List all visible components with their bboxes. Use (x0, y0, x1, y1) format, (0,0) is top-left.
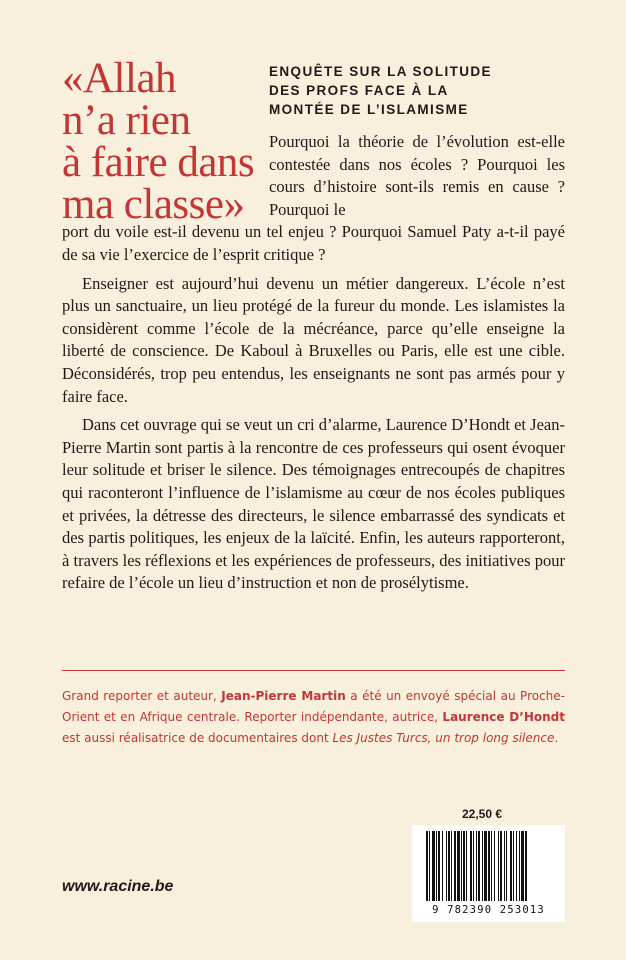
barcode-bar (466, 831, 467, 901)
barcode-bar (448, 831, 450, 901)
isbn-digits: 9 782390 253013 (432, 904, 545, 916)
film-title: Les Justes Turcs, un trop long silence (332, 731, 555, 745)
subtitle-line: ENQUÊTE SUR LA SOLITUDE (269, 64, 492, 79)
barcode-bar (525, 831, 527, 901)
barcode-bar (491, 831, 492, 901)
intro-paragraph-end: port du voile est-il devenu un tel enjeu ? Pourquoi Samuel Paty a-t-il payé de sa vie l’exercice de l’esprit critique ? (62, 222, 565, 264)
barcode-bar (521, 831, 524, 901)
barcode-bar (519, 831, 520, 901)
blurb-paragraph: Enseigner est aujourd’hui devenu un métier dangereux. L’école n’est plus un sanctuaire, un lieu protégé de la fureur du monde. Les islamistes la considèrent comme l’école de la mécréance, parce qu’elle enseigne la liberté de conscience. De Kaboul à Bruxelles ou Paris, elle est une cible. Déconsidérés, trop peu entendus, les enseignants ne sont pas armés pour y faire face. (62, 273, 565, 406)
barcode-bar (494, 831, 495, 901)
barcode-bar (429, 831, 430, 901)
divider-rule (62, 670, 565, 671)
book-subtitle (269, 62, 569, 119)
barcode-bar (516, 831, 517, 901)
bio-text: . (554, 731, 559, 745)
title-line: ma classe» (62, 181, 245, 228)
title-line: n’a rien (62, 97, 191, 144)
barcode-bar (442, 831, 443, 901)
barcode-bar (426, 831, 428, 901)
barcode-bar (446, 831, 447, 901)
barcode-bar (473, 831, 474, 901)
barcode-bar (451, 831, 452, 901)
barcode-bar (438, 831, 440, 901)
author-name: Laurence D’Hondt (442, 710, 565, 724)
blurb-paragraph: Dans cet ouvrage qui se veut un cri d’alarme, Laurence D’Hondt et Jean-Pierre Martin sont partis à la rencontre de ces professeurs qui osent évoquer leur solitude et briser le silence. Des témoignages entrecoupés de chapitres qui raconteront l’influence de l’islamisme au cœur de nos écoles publiques et privées, la détresse des directeurs, le silence embarrassé des syndicats et des partis politiques, les enjeux de la laïcité. Enfin, les auteurs rapporteront, à travers les réflexions et les expériences de professeurs, des initiatives pour refaire de l’école un lieu d’instruction et non de prosélytisme. (62, 415, 565, 593)
price-label: 22,50 € (462, 807, 503, 821)
title-line: «Allah (62, 55, 177, 102)
barcode-bar (504, 831, 505, 901)
author-bio (62, 686, 565, 749)
barcode-bar (513, 831, 514, 901)
barcode-bar (463, 831, 465, 901)
isbn-barcode (412, 825, 565, 922)
author-name: Jean-Pierre Martin (221, 689, 346, 703)
barcode-bar (436, 831, 437, 901)
barcode-bar (478, 831, 480, 901)
publisher-website[interactable]: www.racine.be (62, 878, 174, 895)
bio-text: est aussi réalisatrice de documentaires dont (62, 731, 333, 745)
barcode-bar (488, 831, 490, 901)
subtitle-line: MONTÉE DE L’ISLAMISME (269, 102, 469, 117)
blurb (62, 131, 565, 595)
barcode-bar (482, 831, 483, 901)
barcode-bars (412, 825, 565, 905)
title-line: à faire dans (62, 139, 255, 186)
barcode-bar (454, 831, 456, 901)
barcode-bar (457, 831, 460, 901)
barcode-bar (432, 831, 435, 901)
barcode-bar (506, 831, 507, 901)
barcode-bar (484, 831, 487, 901)
intro-paragraph-start: Pourquoi la théorie de l’évolution est-elle contestée dans nos écoles ? Pourquoi les cours d’histoire sont-ils remis en cause ? Pourquoi le (269, 132, 565, 219)
barcode-bar (500, 831, 502, 901)
bio-text: Grand reporter et auteur, (62, 689, 222, 703)
barcode-bar (470, 831, 472, 901)
barcode-bar (476, 831, 477, 901)
bio-text: a été un envoyé spécial au Proche-Orient et en Afrique centrale. Reporter indépendante, autrice, (62, 689, 565, 724)
barcode-bar (498, 831, 499, 901)
barcode-bar (510, 831, 512, 901)
barcode-bar (461, 831, 462, 901)
subtitle-line: DES PROFS FACE À LA (269, 83, 449, 98)
